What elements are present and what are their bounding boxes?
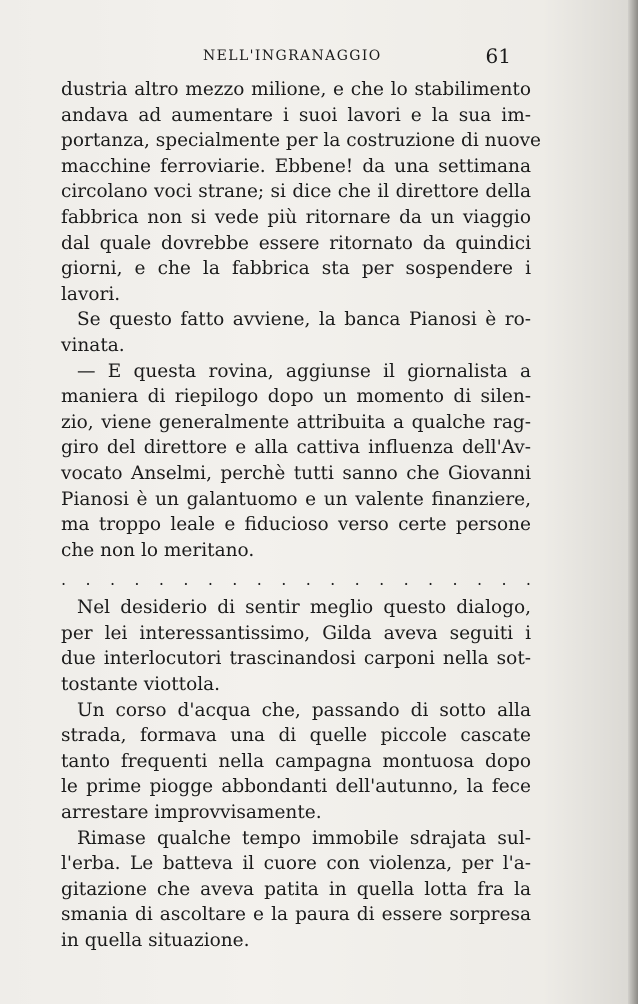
text-line: tostante viottola. xyxy=(61,674,221,696)
text-line: dustria altro mezzo milione, e che lo stabilimento xyxy=(61,79,531,100)
text-line: tanto frequenti nella campagna montuosa dopo xyxy=(61,750,531,772)
page-edge xyxy=(628,0,638,1004)
text-line: dal quale dovrebbe essere ritornato da quindici xyxy=(61,232,531,254)
paragraph xyxy=(61,307,531,358)
text-line: lavori. xyxy=(61,283,121,305)
text-line: smania di ascoltare e la paura di essere sorpresa xyxy=(61,904,531,926)
section-break-dots: . . . . . . . . . . . . . . . . . . . . xyxy=(61,570,531,590)
text-line: Pianosi è un galantuomo e un valente finanziere, xyxy=(61,488,531,510)
text-line: l'erba. Le batteva il cuore con violenza, per l'a- xyxy=(61,853,531,875)
text-line: le prime piogge abbondanti dell'autunno, la fece xyxy=(61,776,531,798)
text-line: vocato Anselmi, perchè tutti sanno che Giovanni xyxy=(61,462,531,484)
text-line: Rimase qualche tempo immobile sdrajata sul- xyxy=(77,827,531,849)
paragraph xyxy=(61,826,531,954)
text-line: macchine ferroviarie. Ebbene! da una settimana xyxy=(61,155,531,177)
paragraph xyxy=(61,595,531,697)
text-line: che non lo meritano. xyxy=(61,539,255,561)
text-line: fabbrica non si vede più ritornare da un viaggio xyxy=(61,206,531,228)
text-line: circolano voci strane; si dice che il direttore della xyxy=(61,181,531,203)
page-header xyxy=(203,44,533,72)
text-line: vinata. xyxy=(61,334,125,356)
text-line: per lei interessantissimo, Gilda aveva seguiti i xyxy=(61,622,531,644)
text-line: Nel desiderio di sentir meglio questo dialogo, xyxy=(77,597,531,619)
text-line: arrestare improvvisamente. xyxy=(61,802,322,824)
text-line: due interlocutori trascinandosi carponi nella sot- xyxy=(61,648,531,670)
text-line: ma troppo leale e fiducioso verso certe persone xyxy=(61,514,531,536)
paragraph xyxy=(61,698,531,826)
paragraph xyxy=(61,359,531,564)
text-line: strada, formava una di quelle piccole cascate xyxy=(61,725,531,747)
text-line: giorni, e che la fabbrica sta per sospendere i xyxy=(61,258,531,280)
body-text xyxy=(61,77,541,954)
text-line: giro del direttore e alla cattiva influenza dell'Av- xyxy=(61,437,531,459)
text-line: in quella situazione. xyxy=(61,930,250,951)
text-line: portanza, specialmente per la costruzione di nuove xyxy=(61,130,541,152)
paragraph xyxy=(61,77,541,307)
text-line: — E questa rovina, aggiunse il giornalista a xyxy=(77,360,531,382)
text-line: Un corso d'acqua che, passando di sotto alla xyxy=(77,699,531,721)
text-line: maniera di riepilogo dopo un momento di silen- xyxy=(61,386,531,408)
text-line: Se questo fatto avviene, la banca Pianosi è ro- xyxy=(77,309,531,331)
running-title: NELL'INGRANAGGIO xyxy=(203,48,382,64)
text-line: zio, viene generalmente attribuita a qualche rag- xyxy=(61,411,531,433)
page-number: 61 xyxy=(485,44,511,68)
text-line: gitazione che aveva patita in quella lotta fra la xyxy=(61,878,531,900)
text-line: andava ad aumentare i suoi lavori e la sua im- xyxy=(61,104,531,126)
